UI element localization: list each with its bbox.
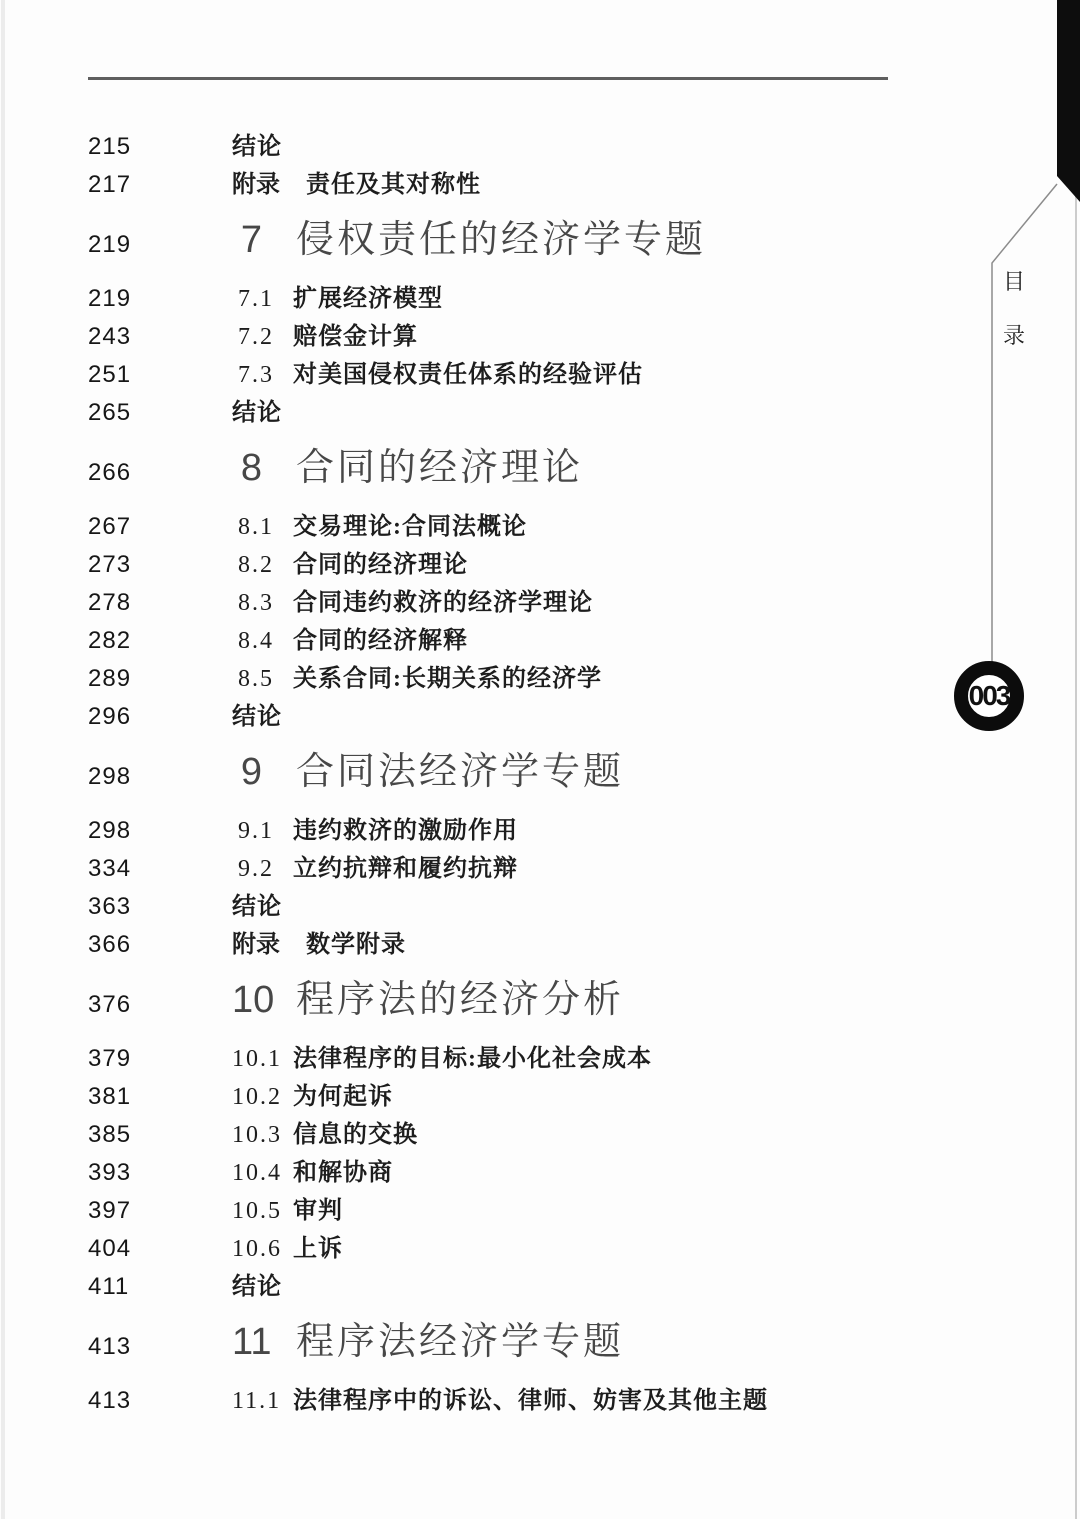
toc-row — [88, 812, 968, 850]
row-title: 对美国侵权责任体系的经验评估 — [293, 362, 643, 388]
row-number: 9.2 — [238, 856, 274, 882]
row-title: 结论 — [232, 134, 282, 160]
row-page-number: 363 — [88, 893, 132, 920]
row-number: 7.3 — [238, 362, 274, 388]
row-page-number: 366 — [88, 931, 132, 958]
row-number: 附录 — [232, 172, 280, 198]
row-title: 结论 — [232, 1274, 282, 1300]
row-number: 7.2 — [238, 324, 274, 350]
row-page-number: 413 — [88, 1333, 132, 1360]
row-number: 10.4 — [232, 1160, 282, 1186]
row-page-number: 385 — [88, 1121, 132, 1148]
row-page-number: 243 — [88, 323, 132, 350]
row-title: 交易理论:合同法概论 — [293, 514, 527, 540]
toc-row — [88, 660, 968, 698]
row-page-number: 298 — [88, 763, 132, 790]
toc-row — [88, 280, 968, 318]
row-title: 结论 — [232, 400, 282, 426]
toc-row — [88, 698, 968, 736]
page-number-badge: 003 — [954, 661, 1024, 731]
row-page-number: 381 — [88, 1083, 132, 1110]
row-number: 11 — [232, 1321, 272, 1363]
toc-row — [88, 972, 968, 1028]
row-page-number: 397 — [88, 1197, 132, 1224]
toc-row — [88, 1314, 968, 1370]
row-number: 11.1 — [232, 1388, 282, 1414]
row-page-number: 265 — [88, 399, 132, 426]
row-page-number: 251 — [88, 361, 132, 388]
toc-row — [88, 1382, 968, 1420]
row-page-number: 404 — [88, 1235, 132, 1262]
sidebar-tab-label-char: 目 — [1002, 269, 1025, 294]
row-title: 合同的经济理论 — [293, 552, 468, 578]
sidebar-tab-outline — [992, 184, 1057, 662]
row-page-number: 217 — [88, 171, 132, 198]
toc-row — [88, 356, 968, 394]
row-number: 10 — [232, 979, 275, 1021]
row-title: 上诉 — [293, 1236, 343, 1262]
toc-row — [88, 1078, 968, 1116]
row-title: 法律程序中的诉讼、律师、妨害及其他主题 — [293, 1388, 768, 1414]
row-title: 程序法的经济分析 — [296, 979, 625, 1021]
toc-row — [88, 622, 968, 660]
toc-row — [88, 166, 968, 204]
row-page-number: 379 — [88, 1045, 132, 1072]
toc-row — [88, 508, 968, 546]
row-title: 法律程序的目标:最小化社会成本 — [293, 1046, 652, 1072]
row-number: 10.3 — [232, 1122, 282, 1148]
toc-row — [88, 128, 968, 166]
row-title: 侵权责任的经济学专题 — [296, 219, 707, 261]
row-page-number: 267 — [88, 513, 132, 540]
sidebar-tab-label-char: 录 — [1002, 323, 1025, 348]
row-number: 7.1 — [238, 286, 274, 312]
row-title: 和解协商 — [293, 1160, 393, 1186]
row-title: 关系合同:长期关系的经济学 — [293, 666, 602, 692]
row-page-number: 334 — [88, 855, 132, 882]
row-page-number: 411 — [88, 1273, 130, 1300]
toc-list — [88, 128, 968, 1420]
toc-row — [88, 212, 968, 268]
row-number: 10.1 — [232, 1046, 282, 1072]
row-page-number: 296 — [88, 703, 132, 730]
row-page-number: 215 — [88, 133, 132, 160]
row-title: 扩展经济模型 — [293, 286, 443, 312]
row-page-number: 289 — [88, 665, 132, 692]
row-number: 9 — [240, 751, 262, 793]
row-page-number: 219 — [88, 231, 132, 258]
row-title: 立约抗辩和履约抗辩 — [293, 856, 518, 882]
toc-row — [88, 318, 968, 356]
row-title: 违约救济的激励作用 — [293, 818, 518, 844]
row-title: 合同违约救济的经济学理论 — [293, 590, 593, 616]
row-title: 信息的交换 — [293, 1122, 418, 1148]
toc-row — [88, 888, 968, 926]
row-number: 8.1 — [238, 514, 274, 540]
row-title: 审判 — [293, 1198, 343, 1224]
row-page-number: 376 — [88, 991, 132, 1018]
toc-row — [88, 1040, 968, 1078]
row-number: 10.2 — [232, 1084, 282, 1110]
row-number: 9.1 — [238, 818, 274, 844]
toc-row — [88, 1230, 968, 1268]
row-title: 赔偿金计算 — [293, 324, 418, 350]
toc-row — [88, 440, 968, 496]
row-number: 附录 — [232, 932, 280, 958]
toc-row — [88, 1116, 968, 1154]
toc-row — [88, 1154, 968, 1192]
row-page-number: 413 — [88, 1387, 132, 1414]
row-number: 8.5 — [238, 666, 274, 692]
row-title: 为何起诉 — [293, 1084, 393, 1110]
row-title: 合同的经济解释 — [293, 628, 468, 654]
toc-row — [88, 744, 968, 800]
toc-row — [88, 394, 968, 432]
row-page-number: 266 — [88, 459, 132, 486]
row-page-number: 298 — [88, 817, 132, 844]
toc-row — [88, 546, 968, 584]
row-number: 8.2 — [238, 552, 274, 578]
row-page-number: 393 — [88, 1159, 132, 1186]
row-title: 数学附录 — [306, 932, 406, 958]
row-number: 8 — [240, 447, 262, 489]
toc-row — [88, 1192, 968, 1230]
row-title: 合同的经济理论 — [296, 447, 584, 489]
row-number: 10.5 — [232, 1198, 282, 1224]
row-page-number: 278 — [88, 589, 132, 616]
row-page-number: 219 — [88, 285, 132, 312]
row-number: 7 — [240, 219, 262, 261]
row-number: 10.6 — [232, 1236, 282, 1262]
top-rule — [88, 77, 888, 80]
row-page-number: 273 — [88, 551, 132, 578]
row-title: 责任及其对称性 — [306, 172, 481, 198]
toc-row — [88, 850, 968, 888]
row-number: 8.3 — [238, 590, 274, 616]
toc-row — [88, 1268, 968, 1306]
toc-row — [88, 584, 968, 622]
row-page-number: 282 — [88, 627, 132, 654]
corner-ribbon — [1057, 0, 1080, 202]
toc-row — [88, 926, 968, 964]
row-title: 结论 — [232, 894, 282, 920]
row-title: 结论 — [232, 704, 282, 730]
row-title: 程序法经济学专题 — [296, 1321, 625, 1363]
row-number: 8.4 — [238, 628, 274, 654]
row-title: 合同法经济学专题 — [296, 751, 625, 793]
